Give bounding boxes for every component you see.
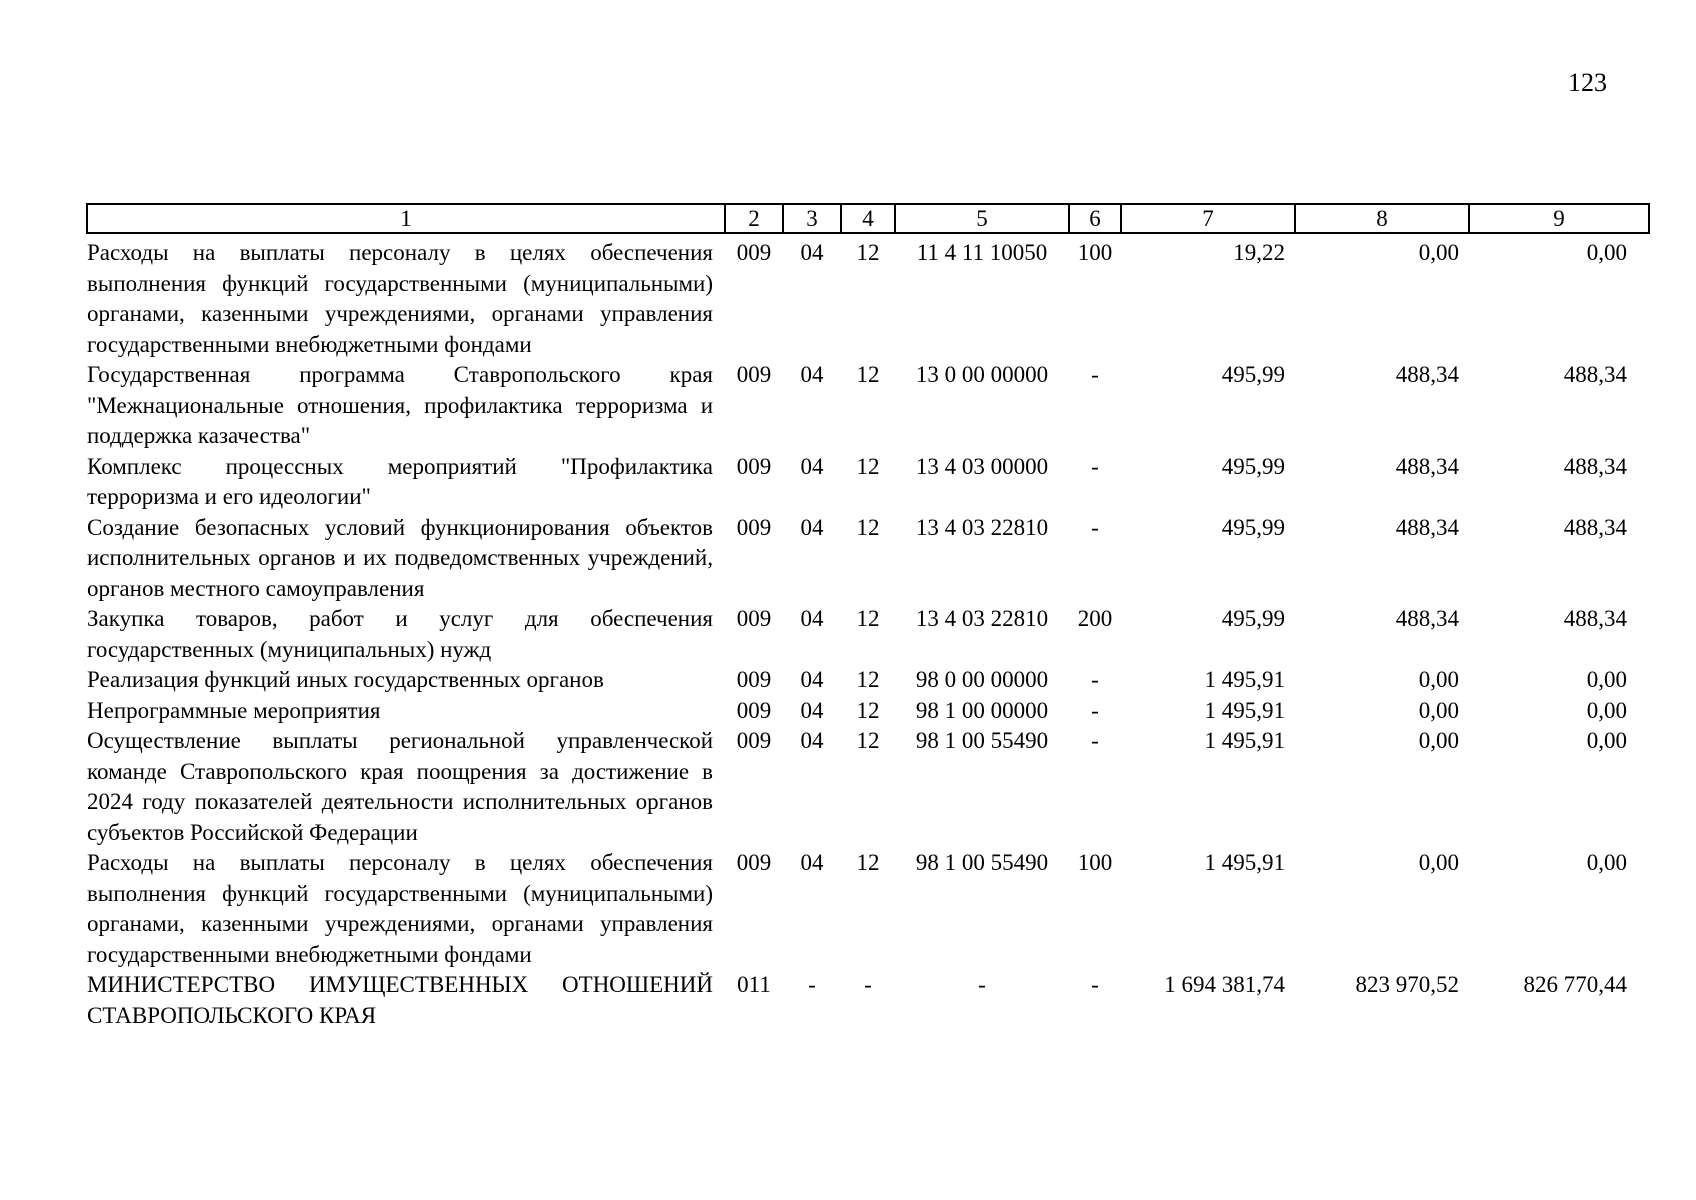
header-row: [87, 204, 1649, 233]
row-col-2: 009: [736, 240, 772, 265]
row-col-8: 488,34: [1395, 453, 1459, 479]
row-col-4: 12: [856, 728, 880, 753]
row-col-8: 0,00: [1418, 850, 1459, 875]
row-name: Государственная программа Ставропольского края "Межнациональные отношения, профилактика терроризма и поддержка казачества": [87, 362, 713, 448]
row-col-3: 04: [800, 850, 824, 875]
budget-table: [86, 203, 1650, 1031]
row-col-7: 495,99: [1221, 514, 1285, 540]
header-col-8: 8: [1295, 204, 1469, 233]
row-col-2: 009: [736, 850, 772, 875]
header-col-7: 7: [1121, 204, 1295, 233]
row-col-4: 12: [856, 240, 880, 265]
table-row: [87, 970, 1649, 1031]
table-row: [87, 726, 1649, 848]
row-col-4: 12: [856, 606, 880, 631]
row-col-8: 0,00: [1418, 728, 1459, 753]
table-row: [87, 665, 1649, 696]
row-name: Реализация функций иных государственных органов: [87, 667, 604, 692]
row-col-3: 04: [800, 362, 824, 387]
header-col-5: 5: [895, 204, 1069, 233]
row-col-9: 0,00: [1586, 240, 1627, 265]
table-body: [87, 233, 1649, 1031]
row-col-9: 0,00: [1586, 667, 1627, 692]
row-col-9: 826 770,44: [1523, 972, 1627, 997]
row-col-4: 12: [856, 514, 880, 540]
row-col-7: 1 495,91: [1204, 697, 1285, 723]
row-col-5: 13 0 00 00000: [915, 362, 1049, 387]
header-col-2: 2: [725, 204, 783, 233]
row-col-7: 1 495,91: [1204, 850, 1285, 875]
table-row: [87, 513, 1649, 605]
row-col-5: 98 0 00 00000: [915, 667, 1049, 692]
row-col-6: -: [1091, 453, 1099, 479]
row-col-3: 04: [800, 606, 824, 631]
row-name: Расходы на выплаты персоналу в целях обеспечения выполнения функций государственными (муниципальными) органами, казенными учреждениями, органами управления государственными внебюджетными фондами: [87, 850, 713, 967]
row-col-3: 04: [800, 728, 824, 753]
row-col-9: 488,34: [1563, 362, 1627, 387]
budget-table-wrapper: [86, 203, 1648, 1031]
row-col-7: 19,22: [1233, 240, 1285, 265]
table-row: [87, 696, 1649, 727]
row-col-8: 0,00: [1418, 240, 1459, 265]
row-col-8: 0,00: [1418, 667, 1459, 692]
row-col-5: -: [978, 972, 986, 997]
row-col-8: 488,34: [1395, 514, 1459, 540]
row-col-7: 1 495,91: [1204, 728, 1285, 753]
row-col-5: 98 1 00 55490: [915, 850, 1049, 875]
header-col-9: 9: [1469, 204, 1649, 233]
header-col-6: 6: [1069, 204, 1121, 233]
row-col-6: -: [1091, 697, 1099, 723]
row-col-4: 12: [856, 667, 880, 692]
table-row: [87, 848, 1649, 970]
table-row: [87, 233, 1649, 360]
table-row: [87, 360, 1649, 452]
row-col-7: 495,99: [1221, 606, 1285, 631]
row-col-9: 488,34: [1563, 453, 1627, 479]
row-col-8: 488,34: [1395, 362, 1459, 387]
row-col-8: 823 970,52: [1355, 972, 1459, 997]
row-col-3: 04: [800, 697, 824, 723]
row-name: Создание безопасных условий функционирования объектов исполнительных органов и их подведомственных учреждений, органов местного самоуправления: [87, 514, 713, 601]
row-col-9: 488,34: [1563, 606, 1627, 631]
row-col-3: 04: [800, 453, 824, 479]
row-col-6: -: [1091, 728, 1099, 753]
row-col-3: -: [808, 972, 816, 997]
row-col-6: -: [1091, 514, 1099, 540]
row-col-7: 1 495,91: [1204, 667, 1285, 692]
row-col-9: 488,34: [1563, 514, 1627, 540]
row-col-3: 04: [800, 240, 824, 265]
row-col-8: 0,00: [1418, 697, 1459, 723]
row-name: Комплекс процессных мероприятий "Профилактика терроризма и его идеологии": [87, 453, 713, 509]
row-col-4: 12: [856, 697, 880, 723]
header-col-3: 3: [783, 204, 841, 233]
row-col-6: 100: [1077, 240, 1113, 265]
row-col-6: -: [1091, 972, 1099, 997]
row-col-5: 13 4 03 22810: [915, 606, 1049, 631]
row-name: Расходы на выплаты персоналу в целях обеспечения выполнения функций государственными (муниципальными) органами, казенными учреждениями, органами управления государственными внебюджетными фондами: [87, 240, 713, 357]
row-col-7: 495,99: [1221, 453, 1285, 479]
row-col-6: 200: [1077, 606, 1113, 631]
header-col-4: 4: [841, 204, 895, 233]
row-col-9: 0,00: [1586, 728, 1627, 753]
row-col-3: 04: [800, 514, 824, 540]
row-col-7: 495,99: [1221, 362, 1285, 387]
row-col-4: 12: [856, 850, 880, 875]
row-col-9: 0,00: [1586, 850, 1627, 875]
row-col-3: 04: [800, 667, 824, 692]
row-col-2: 009: [736, 667, 772, 692]
row-col-2: 009: [736, 606, 772, 631]
header-col-1: 1: [87, 204, 725, 233]
row-name: МИНИСТЕРСТВО ИМУЩЕСТВЕННЫХ ОТНОШЕНИЙ СТАВРОПОЛЬСКОГО КРАЯ: [87, 972, 713, 1028]
row-col-4: 12: [856, 362, 880, 387]
row-col-2: 011: [737, 972, 771, 997]
row-col-5: 13 4 03 22810: [915, 514, 1049, 540]
table-row: [87, 452, 1649, 513]
row-col-5: 11 4 11 10050: [916, 240, 1048, 265]
table-row: [87, 604, 1649, 665]
row-col-2: 009: [736, 728, 772, 753]
row-col-2: 009: [736, 453, 772, 479]
row-col-5: 13 4 03 00000: [915, 453, 1049, 479]
row-col-9: 0,00: [1586, 697, 1627, 723]
row-col-5: 98 1 00 00000: [915, 697, 1049, 723]
page-number: 123: [1568, 68, 1607, 97]
row-col-6: -: [1091, 667, 1099, 692]
row-col-2: 009: [736, 362, 772, 387]
row-col-6: 100: [1077, 850, 1113, 875]
row-col-2: 009: [736, 697, 772, 723]
row-col-2: 009: [736, 514, 772, 540]
row-col-6: -: [1091, 362, 1099, 387]
row-name: Закупка товаров, работ и услуг для обеспечения государственных (муниципальных) нужд: [87, 606, 713, 662]
row-col-4: -: [864, 972, 872, 997]
row-col-8: 488,34: [1395, 606, 1459, 631]
row-name: Осуществление выплаты региональной управленческой команде Ставропольского края поощрения за достижение в 2024 году показателей деятельности исполнительных органов субъектов Российской Федерации: [87, 728, 713, 845]
row-col-5: 98 1 00 55490: [915, 728, 1049, 753]
row-col-4: 12: [856, 453, 880, 479]
row-name: Непрограммные мероприятия: [87, 697, 381, 723]
row-col-7: 1 694 381,74: [1164, 972, 1285, 997]
table-header: [87, 204, 1649, 233]
